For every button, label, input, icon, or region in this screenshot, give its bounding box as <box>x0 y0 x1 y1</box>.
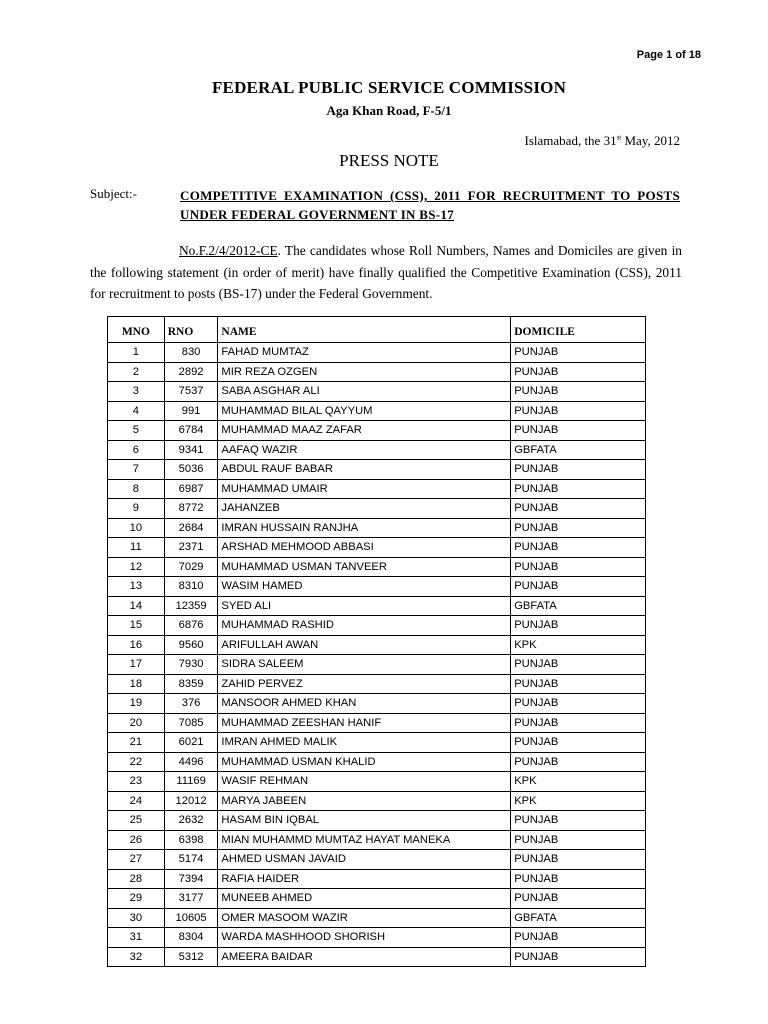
merit-number-cell: 28 <box>108 869 165 889</box>
roll-number-cell: 6021 <box>164 733 218 753</box>
roll-number-cell: 5312 <box>164 947 218 967</box>
header-rno: RNO <box>164 317 218 343</box>
candidate-name-cell: MIAN MUHAMMD MUMTAZ HAYAT MANEKA <box>218 830 511 850</box>
body-paragraph <box>90 240 682 305</box>
table-row <box>108 401 646 421</box>
roll-number-cell: 8310 <box>164 577 218 597</box>
domicile-cell: PUNJAB <box>511 460 646 480</box>
candidate-name-cell: MUHAMMAD USMAN KHALID <box>218 752 511 772</box>
roll-number-cell: 11169 <box>164 772 218 792</box>
table-row <box>108 889 646 909</box>
table-row <box>108 635 646 655</box>
date-rest: May, 2012 <box>621 133 680 148</box>
page-number: Page 1 of 18 <box>636 49 701 61</box>
table-row <box>108 343 646 363</box>
table-row <box>108 713 646 733</box>
roll-number-cell: 9560 <box>164 635 218 655</box>
merit-number-cell: 16 <box>108 635 165 655</box>
roll-number-cell: 4496 <box>164 752 218 772</box>
table-row <box>108 460 646 480</box>
reference-number: No.F.2/4/2012-CE <box>179 243 278 258</box>
domicile-cell: GBFATA <box>511 440 646 460</box>
table-row <box>108 928 646 948</box>
roll-number-cell: 6987 <box>164 479 218 499</box>
merit-number-cell: 15 <box>108 616 165 636</box>
table-row <box>108 772 646 792</box>
domicile-cell: PUNJAB <box>511 850 646 870</box>
candidate-name-cell: MUHAMMAD RASHID <box>218 616 511 636</box>
candidate-name-cell: IMRAN HUSSAIN RANJHA <box>218 518 511 538</box>
domicile-cell: PUNJAB <box>511 421 646 441</box>
domicile-cell: PUNJAB <box>511 928 646 948</box>
roll-number-cell: 7394 <box>164 869 218 889</box>
domicile-cell: PUNJAB <box>511 343 646 363</box>
merit-number-cell: 30 <box>108 908 165 928</box>
domicile-cell: PUNJAB <box>511 811 646 831</box>
table-row <box>108 811 646 831</box>
merit-number-cell: 8 <box>108 479 165 499</box>
merit-number-cell: 29 <box>108 889 165 909</box>
roll-number-cell: 3177 <box>164 889 218 909</box>
table-row <box>108 733 646 753</box>
table-row <box>108 830 646 850</box>
candidate-name-cell: MIR REZA OZGEN <box>218 362 511 382</box>
merit-list-table <box>107 316 646 967</box>
candidate-name-cell: ARIFULLAH AWAN <box>218 635 511 655</box>
candidate-name-cell: AAFAQ WAZIR <box>218 440 511 460</box>
roll-number-cell: 991 <box>164 401 218 421</box>
domicile-cell: PUNJAB <box>511 947 646 967</box>
roll-number-cell: 9341 <box>164 440 218 460</box>
candidate-name-cell: ZAHID PERVEZ <box>218 674 511 694</box>
merit-number-cell: 18 <box>108 674 165 694</box>
domicile-cell: PUNJAB <box>511 362 646 382</box>
domicile-cell: PUNJAB <box>511 752 646 772</box>
table-row <box>108 479 646 499</box>
candidate-name-cell: AHMED USMAN JAVAID <box>218 850 511 870</box>
domicile-cell: PUNJAB <box>511 518 646 538</box>
candidate-name-cell: ABDUL RAUF BABAR <box>218 460 511 480</box>
domicile-cell: PUNJAB <box>511 830 646 850</box>
candidate-name-cell: JAHANZEB <box>218 499 511 519</box>
table-row <box>108 421 646 441</box>
domicile-cell: PUNJAB <box>511 889 646 909</box>
table-row <box>108 596 646 616</box>
candidate-name-cell: IMRAN AHMED MALIK <box>218 733 511 753</box>
table-row <box>108 655 646 675</box>
merit-number-cell: 31 <box>108 928 165 948</box>
roll-number-cell: 2632 <box>164 811 218 831</box>
domicile-cell: PUNJAB <box>511 869 646 889</box>
candidate-name-cell: MANSOOR AHMED KHAN <box>218 694 511 714</box>
roll-number-cell: 6398 <box>164 830 218 850</box>
table-row <box>108 382 646 402</box>
candidate-name-cell: MUNEEB AHMED <box>218 889 511 909</box>
domicile-cell: PUNJAB <box>511 382 646 402</box>
roll-number-cell: 10605 <box>164 908 218 928</box>
organization-address: Aga Khan Road, F-5/1 <box>326 103 452 118</box>
candidate-name-cell: ARSHAD MEHMOOD ABBASI <box>218 538 511 558</box>
roll-number-cell: 8359 <box>164 674 218 694</box>
merit-number-cell: 25 <box>108 811 165 831</box>
date-suffix: st <box>616 133 622 142</box>
domicile-cell: PUNJAB <box>511 557 646 577</box>
table-row <box>108 616 646 636</box>
roll-number-cell: 5036 <box>164 460 218 480</box>
subject-label: Subject:- <box>90 186 137 201</box>
table-row <box>108 499 646 519</box>
domicile-cell: PUNJAB <box>511 733 646 753</box>
header-domicile: DOMICILE <box>511 317 646 343</box>
roll-number-cell: 12012 <box>164 791 218 811</box>
header-mno: MNO <box>108 317 165 343</box>
table-header-row <box>108 317 646 343</box>
press-note-date <box>525 133 680 149</box>
document-title: PRESS NOTE <box>339 151 439 170</box>
roll-number-cell: 7930 <box>164 655 218 675</box>
domicile-cell: PUNJAB <box>511 479 646 499</box>
candidate-name-cell: WASIM HAMED <box>218 577 511 597</box>
table-row <box>108 694 646 714</box>
domicile-cell: PUNJAB <box>511 499 646 519</box>
candidate-name-cell: HASAM BIN IQBAL <box>218 811 511 831</box>
merit-number-cell: 21 <box>108 733 165 753</box>
merit-number-cell: 22 <box>108 752 165 772</box>
merit-number-cell: 4 <box>108 401 165 421</box>
merit-list-body <box>108 343 646 967</box>
roll-number-cell: 2371 <box>164 538 218 558</box>
candidate-name-cell: MUHAMMAD ZEESHAN HANIF <box>218 713 511 733</box>
roll-number-cell: 5174 <box>164 850 218 870</box>
table-row <box>108 538 646 558</box>
table-row <box>108 947 646 967</box>
candidate-name-cell: RAFIA HAIDER <box>218 869 511 889</box>
merit-number-cell: 26 <box>108 830 165 850</box>
merit-number-cell: 20 <box>108 713 165 733</box>
candidate-name-cell: SABA ASGHAR ALI <box>218 382 511 402</box>
merit-number-cell: 14 <box>108 596 165 616</box>
table-row <box>108 850 646 870</box>
organization-title: FEDERAL PUBLIC SERVICE COMMISSION <box>211 78 567 97</box>
table-row <box>108 869 646 889</box>
roll-number-cell: 7085 <box>164 713 218 733</box>
domicile-cell: PUNJAB <box>511 616 646 636</box>
merit-number-cell: 32 <box>108 947 165 967</box>
merit-number-cell: 24 <box>108 791 165 811</box>
merit-number-cell: 9 <box>108 499 165 519</box>
candidate-name-cell: MUHAMMAD MAAZ ZAFAR <box>218 421 511 441</box>
candidate-name-cell: MARYA JABEEN <box>218 791 511 811</box>
candidate-name-cell: MUHAMMAD BILAL QAYYUM <box>218 401 511 421</box>
table-row <box>108 752 646 772</box>
roll-number-cell: 2684 <box>164 518 218 538</box>
domicile-cell: KPK <box>511 635 646 655</box>
domicile-cell: PUNJAB <box>511 694 646 714</box>
roll-number-cell: 830 <box>164 343 218 363</box>
candidate-name-cell: SYED ALI <box>218 596 511 616</box>
roll-number-cell: 2892 <box>164 362 218 382</box>
table-row <box>108 440 646 460</box>
candidate-name-cell: WARDA MASHHOOD SHORISH <box>218 928 511 948</box>
roll-number-cell: 8304 <box>164 928 218 948</box>
domicile-cell: PUNJAB <box>511 713 646 733</box>
domicile-cell: PUNJAB <box>511 674 646 694</box>
roll-number-cell: 6784 <box>164 421 218 441</box>
merit-number-cell: 6 <box>108 440 165 460</box>
roll-number-cell: 6876 <box>164 616 218 636</box>
candidate-name-cell: AMEERA BAIDAR <box>218 947 511 967</box>
date-prefix: Islamabad, the 31 <box>524 133 617 148</box>
domicile-cell: PUNJAB <box>511 655 646 675</box>
merit-number-cell: 7 <box>108 460 165 480</box>
merit-number-cell: 19 <box>108 694 165 714</box>
merit-number-cell: 17 <box>108 655 165 675</box>
roll-number-cell: 8772 <box>164 499 218 519</box>
table-row <box>108 362 646 382</box>
merit-number-cell: 10 <box>108 518 165 538</box>
subject-text: COMPETITIVE EXAMINATION (CSS), 2011 FOR RECRUITMENT TO POSTS UNDER FEDERAL GOVERNMENT IN BS-17 <box>180 188 680 222</box>
domicile-cell: GBFATA <box>511 908 646 928</box>
candidate-name-cell: SIDRA SALEEM <box>218 655 511 675</box>
header-name: NAME <box>218 317 511 343</box>
table-row <box>108 791 646 811</box>
roll-number-cell: 7537 <box>164 382 218 402</box>
domicile-cell: PUNJAB <box>511 538 646 558</box>
merit-number-cell: 12 <box>108 557 165 577</box>
domicile-cell: GBFATA <box>511 596 646 616</box>
merit-number-cell: 5 <box>108 421 165 441</box>
candidate-name-cell: WASIF REHMAN <box>218 772 511 792</box>
candidate-name-cell: MUHAMMAD UMAIR <box>218 479 511 499</box>
table-row <box>108 577 646 597</box>
domicile-cell: PUNJAB <box>511 577 646 597</box>
table-row <box>108 674 646 694</box>
roll-number-cell: 12359 <box>164 596 218 616</box>
domicile-cell: PUNJAB <box>511 401 646 421</box>
table-row <box>108 908 646 928</box>
domicile-cell: KPK <box>511 791 646 811</box>
roll-number-cell: 7029 <box>164 557 218 577</box>
domicile-cell: KPK <box>511 772 646 792</box>
merit-number-cell: 23 <box>108 772 165 792</box>
merit-number-cell: 27 <box>108 850 165 870</box>
roll-number-cell: 376 <box>164 694 218 714</box>
body-text: . The candidates whose Roll Numbers, Names and Domiciles are given in the following statement (in order of merit) have finally qualified the Competitive Examination (CSS), 2011 for recruitment to posts (BS-17) under the Federal Government. <box>90 243 682 301</box>
merit-number-cell: 11 <box>108 538 165 558</box>
table-row <box>108 518 646 538</box>
candidate-name-cell: MUHAMMAD USMAN TANVEER <box>218 557 511 577</box>
candidate-name-cell: OMER MASOOM WAZIR <box>218 908 511 928</box>
merit-number-cell: 3 <box>108 382 165 402</box>
merit-number-cell: 1 <box>108 343 165 363</box>
merit-number-cell: 2 <box>108 362 165 382</box>
merit-number-cell: 13 <box>108 577 165 597</box>
table-row <box>108 557 646 577</box>
candidate-name-cell: FAHAD MUMTAZ <box>218 343 511 363</box>
